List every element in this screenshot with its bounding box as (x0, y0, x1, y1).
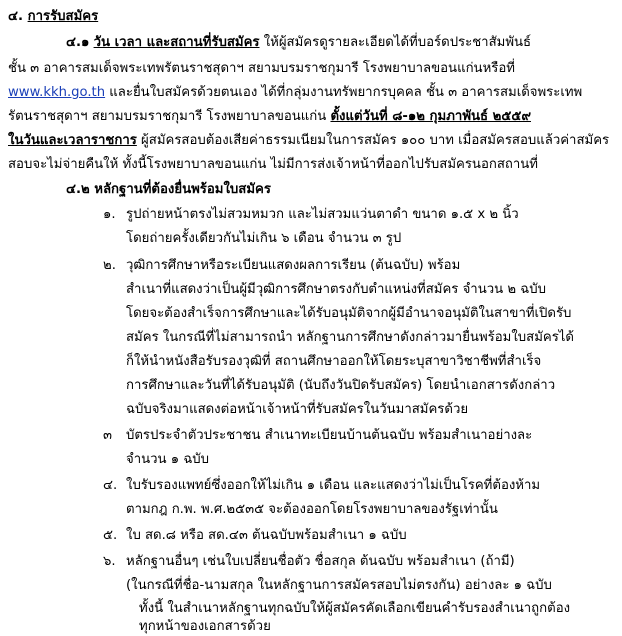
item-6-line: (ในกรณีที่ชื่อ-นามสกุล ในหลักฐานการสมัครสอบไม่ตรงกัน) อย่างละ ๑ ฉบับ (126, 578, 552, 593)
item-3-line: บัตรประจำตัวประชาชน สำเนาทะเบียนบ้านต้นฉบับ พร้อมสำเนาอย่างละ (126, 428, 533, 443)
item-3-number: ๓ (103, 428, 113, 443)
item-4-number: ๔. (103, 478, 118, 493)
s42-number: ๔.๒ (66, 182, 90, 197)
section-title: การรับสมัคร (27, 9, 99, 24)
item-2-line: การศึกษาและวันที่ได้รับอนุมัติ (นับถึงวันปิดรับสมัคร) โดยนำเอกสารดังกล่าว (126, 378, 556, 393)
item-2-line: วุฒิการศึกษาหรือระเบียนแสดงผลการเรียน (ต้นฉบับ) พร้อม (126, 258, 461, 273)
s41-number: ๔.๑ (66, 35, 90, 50)
item-6-line: ทั้งนี้ ในสำเนาหลักฐานทุกฉบับให้ผู้สมัครคัดเลือกเขียนคำรับรองสำเนาถูกต้อง (139, 601, 571, 616)
item-5-number: ๕. (103, 528, 118, 543)
item-6-line: ทุกหน้าของเอกสารด้วย (139, 619, 271, 634)
s41-line-5 (8, 132, 609, 150)
section-number: ๔. (8, 9, 23, 24)
item-2-line: โดยจะต้องสำเร็จการศึกษาและได้รับอนุมัติจากผู้มีอำนาจอนุมัติในสาขาที่เปิดรับ (126, 306, 572, 321)
s42-heading (66, 181, 271, 199)
item-2-number: ๒. (103, 258, 116, 273)
s41-line-5-text: ผู้สมัครสอบต้องเสียค่าธรรมเนียมในการสมัคร ๑๐๐ บาท เมื่อสมัครสอบแล้วค่าสมัคร (136, 133, 610, 148)
s41-line-1 (66, 34, 531, 52)
item-1-line: รูปถ่ายหน้าตรงไม่สวมหมวก และไม่สวมแว่นตาดำ ขนาด ๑.๕ x ๒ นิ้ว (126, 207, 519, 222)
s41-line-2: ชั้น ๓ อาคารสมเด็จพระเทพรัตนราชสุดาฯ สยามบรมราชกุมารี โรงพยาบาลขอนแก่นหรือที่ (8, 61, 515, 76)
s41-line-3 (8, 84, 582, 102)
s42-title: หลักฐานที่ต้องยื่นพร้อมใบสมัคร (94, 182, 271, 197)
item-1-number: ๑. (103, 207, 116, 222)
application-dates: ตั้งแต่วันที่ ๘-๑๒ กุมภาพันธ์ ๒๕๕๙ (330, 109, 531, 124)
s41-line-6: สอบจะไม่จ่ายคืนให้ ทั้งนี้โรงพยาบาลขอนแก่น ไม่มีการส่งเจ้าหน้าที่ออกไปรับสมัครนอกสถานที่ (8, 157, 538, 172)
website-link[interactable]: www.kkh.go.th (8, 85, 106, 100)
item-5-line: ใบ สด.๘ หรือ สด.๔๓ ต้นฉบับพร้อมสำเนา ๑ ฉบับ (126, 528, 407, 543)
item-2-line: ฉบับจริงมาแสดงต่อหน้าเจ้าหน้าที่รับสมัครในวันมาสมัครด้วย (126, 402, 469, 417)
item-6-number: ๖. (103, 554, 116, 569)
s41-line-4 (8, 108, 531, 126)
item-1-line: โดยถ่ายครั้งเดียวกันไม่เกิน ๖ เดือน จำนวน ๓ รูป (126, 231, 402, 246)
item-2-line: สำเนาที่แสดงว่าเป็นผู้มีวุฒิการศึกษาตรงกับตำแหน่งที่สมัคร จำนวน ๒ ฉบับ (126, 282, 546, 297)
office-hours: ในวันและเวลาราชการ (8, 133, 137, 148)
item-4-line: ใบรับรองแพทย์ซึ่งออกให้ไม่เกิน ๑ เดือน และแสดงว่าไม่เป็นโรคที่ต้องห้าม (126, 478, 541, 493)
item-2-line: สมัคร ในกรณีที่ไม่สามารถนำ หลักฐานการศึกษาดังกล่าวมายื่นพร้อมใบสมัครได้ (126, 330, 574, 345)
s41-text: ให้ผู้สมัครดูรายละเอียดได้ที่บอร์ดประชาสัมพันธ์ (259, 35, 532, 50)
item-2-line: ก็ให้นำหนังสือรับรองวุฒิที่ สถานศึกษาออกให้โดยระบุสาขาวิชาชีพที่สำเร็จ (126, 354, 542, 369)
s41-line-3-text: และยื่นใบสมัครด้วยตนเอง ได้ที่กลุ่มงานทรัพยากรบุคคล ชั้น ๓ อาคารสมเด็จพระเทพ (105, 85, 583, 100)
item-4-line: ตามกฎ ก.พ. พ.ศ.๒๕๓๕ จะต้องออกโดยโรงพยาบาลของรัฐเท่านั้น (126, 502, 498, 517)
item-3-line: จำนวน ๑ ฉบับ (126, 452, 210, 467)
item-6-line: หลักฐานอื่นๆ เช่นใบเปลี่ยนชื่อตัว ชื่อสกุล ต้นฉบับ พร้อมสำเนา (ถ้ามี) (126, 554, 515, 569)
s41-title: วัน เวลา และสถานที่รับสมัคร (93, 35, 260, 50)
s41-line-4-text: รัตนราชสุดาฯ สยามบรมราชกุมารี โรงพยาบาลขอนแก่น (8, 109, 331, 124)
section-heading (8, 8, 98, 26)
